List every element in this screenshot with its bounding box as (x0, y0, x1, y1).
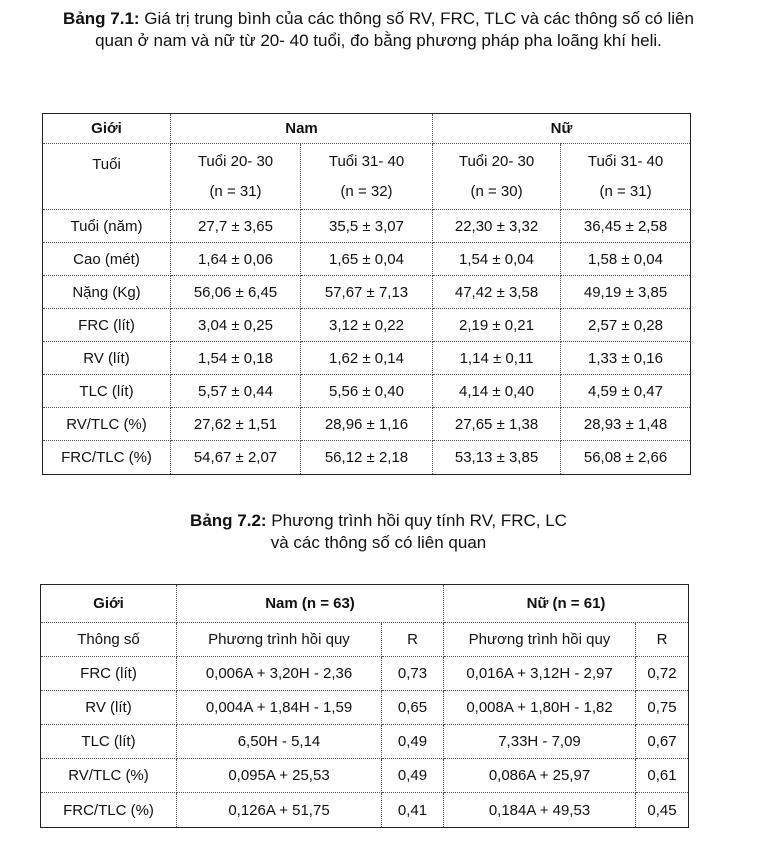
group-n: (n = 30) (470, 182, 523, 200)
row-label: RV (lít) (41, 691, 177, 725)
cell: 1,33 ± 0,16 (561, 342, 691, 375)
cell: 4,59 ± 0,47 (561, 375, 691, 408)
row-label: FRC (lít) (41, 657, 177, 691)
row-label: Tuổi (năm) (43, 210, 171, 243)
cell: 0,086A + 25,97 (444, 759, 636, 793)
table1-header-row1 (43, 114, 691, 144)
row-label: Cao (mét) (43, 243, 171, 276)
cell: 1,62 ± 0,14 (301, 342, 433, 375)
table-row (43, 309, 691, 342)
table-row (41, 657, 689, 691)
table1-caption-text: Giá trị trung bình của các thông số RV, FRC, TLC và các thông số có liên quan ở nam và nữ từ 20- 40 tuổi, đo bằng phương pháp pha loãng khí heli. (95, 9, 694, 50)
cell: 0,41 (382, 793, 444, 828)
table2-caption-line1: Phương trình hồi quy tính RV, FRC, LC (266, 511, 567, 530)
row-label: RV/TLC (%) (41, 759, 177, 793)
cell: 0,095A + 25,53 (177, 759, 382, 793)
table2-header-pt-nam: Phương trình hồi quy (177, 623, 382, 657)
row-label: RV (lít) (43, 342, 171, 375)
cell: 49,19 ± 3,85 (561, 276, 691, 309)
row-label: RV/TLC (%) (43, 408, 171, 441)
table1-header-gioi: Giới (43, 114, 171, 144)
table1-group-1 (171, 144, 301, 210)
group-age: Tuổi 20- 30 (458, 152, 535, 170)
cell: 54,67 ± 2,07 (171, 441, 301, 475)
table1-group-3 (433, 144, 561, 210)
table2-header-nu: Nữ (n = 61) (444, 585, 689, 623)
cell: 0,006A + 3,20H - 2,36 (177, 657, 382, 691)
table2 (40, 584, 689, 828)
cell: 0,65 (382, 691, 444, 725)
cell: 53,13 ± 3,85 (433, 441, 561, 475)
cell: 28,93 ± 1,48 (561, 408, 691, 441)
cell: 3,04 ± 0,25 (171, 309, 301, 342)
cell: 27,7 ± 3,65 (171, 210, 301, 243)
cell: 56,12 ± 2,18 (301, 441, 433, 475)
cell: 4,14 ± 0,40 (433, 375, 561, 408)
group-age: Tuổi 31- 40 (587, 152, 664, 170)
table-row (41, 725, 689, 759)
cell: 5,56 ± 0,40 (301, 375, 433, 408)
cell: 56,08 ± 2,66 (561, 441, 691, 475)
cell: 5,57 ± 0,44 (171, 375, 301, 408)
cell: 1,54 ± 0,04 (433, 243, 561, 276)
cell: 1,54 ± 0,18 (171, 342, 301, 375)
row-label: TLC (lít) (43, 375, 171, 408)
group-n: (n = 32) (340, 182, 393, 200)
group-n: (n = 31) (209, 182, 262, 200)
table-row (41, 793, 689, 828)
table1-header-nu: Nữ (433, 114, 691, 144)
table-row (41, 759, 689, 793)
table2-header-row2 (41, 623, 689, 657)
row-label: FRC/TLC (%) (41, 793, 177, 828)
cell: 36,45 ± 2,58 (561, 210, 691, 243)
cell: 35,5 ± 3,07 (301, 210, 433, 243)
table2-header-thong-so: Thông số (41, 623, 177, 657)
row-label: TLC (lít) (41, 725, 177, 759)
cell: 0,61 (636, 759, 689, 793)
table1-group-4 (561, 144, 691, 210)
table-row (43, 441, 691, 475)
cell: 1,64 ± 0,06 (171, 243, 301, 276)
table-row (41, 691, 689, 725)
cell: 0,008A + 1,80H - 1,82 (444, 691, 636, 725)
table2-header-pt-nu: Phương trình hồi quy (444, 623, 636, 657)
cell: 6,50H - 5,14 (177, 725, 382, 759)
cell: 27,65 ± 1,38 (433, 408, 561, 441)
row-label: Nặng (Kg) (43, 276, 171, 309)
cell: 0,45 (636, 793, 689, 828)
table1 (42, 113, 691, 475)
group-age: Tuổi 31- 40 (328, 152, 405, 170)
table1-caption-bold: Bảng 7.1: (63, 9, 140, 28)
group-age: Tuổi 20- 30 (197, 152, 274, 170)
cell: 2,19 ± 0,21 (433, 309, 561, 342)
cell: 28,96 ± 1,16 (301, 408, 433, 441)
group-n: (n = 31) (599, 182, 652, 200)
table-row (43, 276, 691, 309)
cell: 0,49 (382, 759, 444, 793)
cell: 0,72 (636, 657, 689, 691)
table2-header-r-nam: R (382, 623, 444, 657)
cell: 0,75 (636, 691, 689, 725)
table1-group-2 (301, 144, 433, 210)
table2-header-r-nu: R (636, 623, 689, 657)
table2-caption (0, 510, 757, 554)
table2-caption-line2: và các thông số có liên quan (270, 533, 487, 552)
table1-header-tuoi: Tuổi (43, 144, 171, 210)
cell: 0,016A + 3,12H - 2,97 (444, 657, 636, 691)
cell: 0,004A + 1,84H - 1,59 (177, 691, 382, 725)
table2-header-gioi: Giới (41, 585, 177, 623)
cell: 3,12 ± 0,22 (301, 309, 433, 342)
row-label: FRC/TLC (%) (43, 441, 171, 475)
cell: 0,126A + 51,75 (177, 793, 382, 828)
cell: 1,14 ± 0,11 (433, 342, 561, 375)
cell: 27,62 ± 1,51 (171, 408, 301, 441)
table-row (43, 342, 691, 375)
table-row (43, 210, 691, 243)
table1-caption (0, 8, 757, 52)
table1-header-nam: Nam (171, 114, 433, 144)
table-row (43, 408, 691, 441)
table2-header-nam: Nam (n = 63) (177, 585, 444, 623)
cell: 7,33H - 7,09 (444, 725, 636, 759)
cell: 0,49 (382, 725, 444, 759)
cell: 0,73 (382, 657, 444, 691)
cell: 2,57 ± 0,28 (561, 309, 691, 342)
table2-caption-bold: Bảng 7.2: (190, 511, 267, 530)
table-row (43, 243, 691, 276)
cell: 0,184A + 49,53 (444, 793, 636, 828)
table1-header-row2 (43, 144, 691, 210)
cell: 1,65 ± 0,04 (301, 243, 433, 276)
table-row (43, 375, 691, 408)
cell: 0,67 (636, 725, 689, 759)
cell: 22,30 ± 3,32 (433, 210, 561, 243)
cell: 57,67 ± 7,13 (301, 276, 433, 309)
table2-header-row1 (41, 585, 689, 623)
cell: 47,42 ± 3,58 (433, 276, 561, 309)
cell: 1,58 ± 0,04 (561, 243, 691, 276)
cell: 56,06 ± 6,45 (171, 276, 301, 309)
row-label: FRC (lít) (43, 309, 171, 342)
